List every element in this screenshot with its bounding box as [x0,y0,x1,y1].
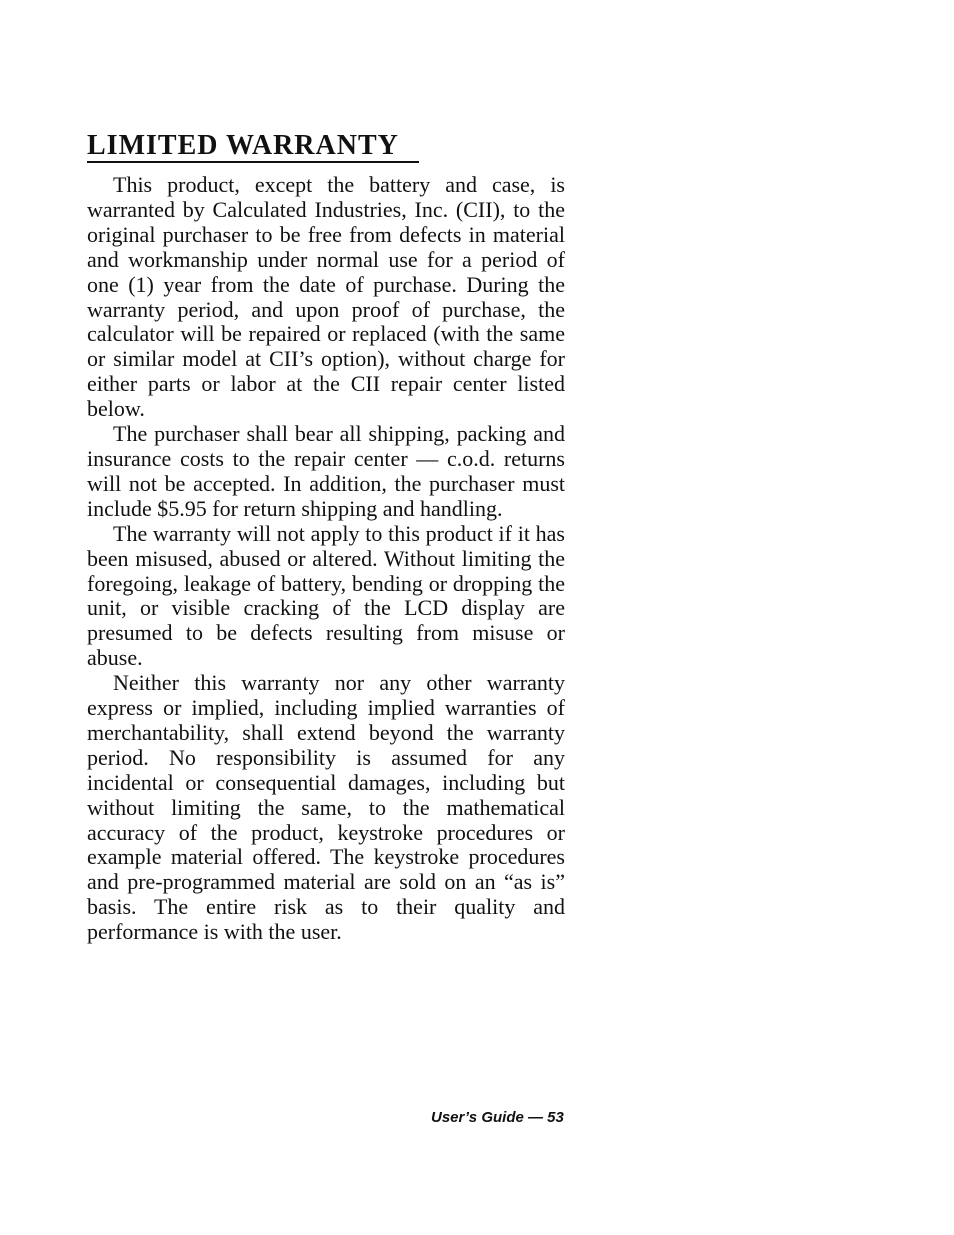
paragraph-coverage: This product, except the battery and case, is warranted by Calculated Industries, Inc. (CII), to the original purchaser to be free from defects in material and workmanship under normal use for a period of one (1) year from the date of purchase. During the warranty period, and upon proof of purchase, the calculator will be repaired or replaced (with the same or similar model at CII’s option), without charge for either parts or labor at the CII repair center listed below. [87,172,565,422]
paragraph-shipping: The purchaser shall bear all shipping, packing and insurance costs to the repair center — c.o.d. returns will not be accepted. In addition, the purchaser must include $5.95 for return shipping and handling. [87,421,565,521]
page-footer: User’s Guide — 53 [431,1109,564,1126]
title-underline [87,161,419,163]
paragraph-disclaimer: Neither this warranty nor any other warranty express or implied, including implied warranties of merchantability, shall extend beyond the warranty period. No responsibility is assumed for any incidental or consequential damages, including but without limiting the same, to the mathematical accuracy of the product, keystroke procedures or example material offered. The keystroke procedures and pre-programmed material are sold on an “as is” basis. The entire risk as to their quality and performance is with the user. [87,670,565,945]
paragraph-exclusions: The warranty will not apply to this product if it has been misused, abused or altered. Without limiting the foregoing, leakage of battery, bending or dropping the unit, or visible cracking of the LCD display are presumed to be defects resulting from misuse or abuse. [87,520,565,671]
warranty-body [87,173,565,945]
page-title: LIMITED WARRANTY [87,130,399,161]
